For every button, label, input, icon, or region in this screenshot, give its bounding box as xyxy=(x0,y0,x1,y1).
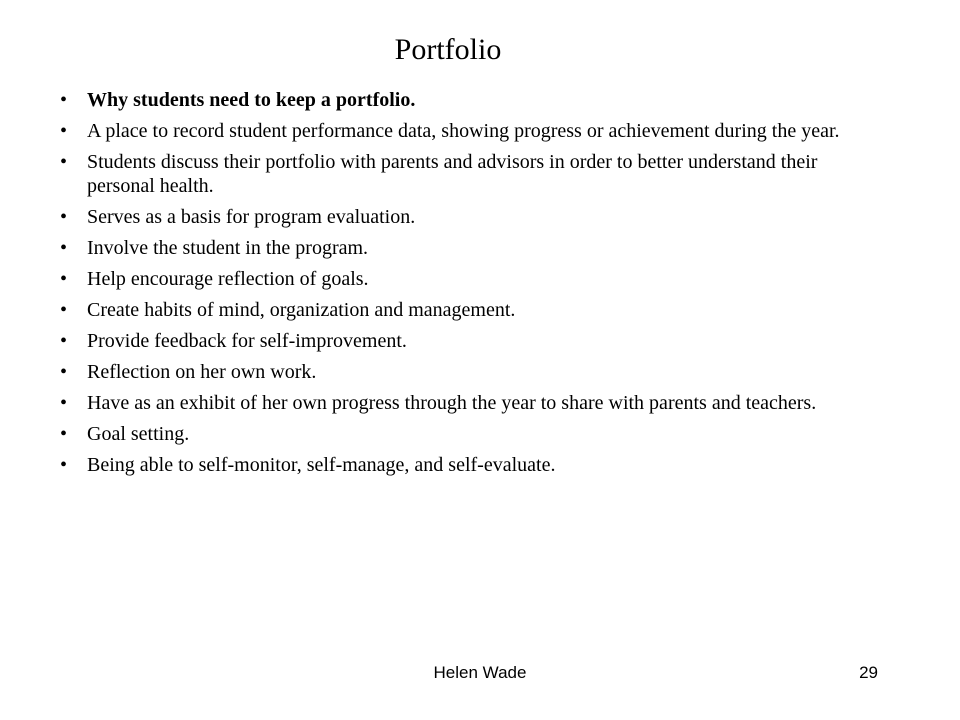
bullet-text: Provide feedback for self-improvement. xyxy=(87,330,407,352)
bullet-text: Involve the student in the program. xyxy=(87,237,369,259)
bullet-item xyxy=(60,205,890,229)
bullet-text: Goal setting. xyxy=(87,423,190,445)
bullet-item xyxy=(60,88,890,112)
bullet-text: Have as an exhibit of her own progress through the year to share with parents and teachers. xyxy=(87,392,817,414)
bullet-text: Create habits of mind, organization and management. xyxy=(87,299,516,321)
bullet-icon: • xyxy=(60,268,68,290)
bullet-icon: • xyxy=(60,151,68,173)
bullet-icon: • xyxy=(60,423,68,445)
bullet-icon: • xyxy=(60,330,68,352)
footer-author: Helen Wade xyxy=(433,663,527,682)
bullet-item xyxy=(60,329,890,353)
bullet-item xyxy=(60,422,890,446)
bullet-item xyxy=(60,236,890,260)
bullet-item xyxy=(60,298,890,322)
footer-page-number: 29 xyxy=(859,663,878,682)
bullet-item xyxy=(60,119,890,143)
bullet-item xyxy=(60,267,890,291)
bullet-icon: • xyxy=(60,361,68,383)
bullet-text: Students discuss their portfolio with parents and advisors in order to better understand their personal health. xyxy=(87,151,818,197)
bullet-icon: • xyxy=(60,392,68,414)
bullet-icon: • xyxy=(60,120,68,142)
bullet-list xyxy=(60,88,890,484)
bullet-icon: • xyxy=(60,237,68,259)
bullet-item xyxy=(60,453,890,477)
bullet-text: Why students need to keep a portfolio. xyxy=(87,89,416,111)
bullet-icon: • xyxy=(60,206,68,228)
bullet-text: Reflection on her own work. xyxy=(87,361,317,383)
bullet-icon: • xyxy=(60,89,68,111)
bullet-item xyxy=(60,391,890,415)
bullet-item xyxy=(60,360,890,384)
bullet-text: A place to record student performance data, showing progress or achievement during the year. xyxy=(87,120,840,142)
bullet-text: Serves as a basis for program evaluation. xyxy=(87,206,416,228)
bullet-text: Being able to self-monitor, self-manage, and self-evaluate. xyxy=(87,454,556,476)
slide-title: Portfolio xyxy=(394,33,502,66)
bullet-icon: • xyxy=(60,454,68,476)
bullet-item xyxy=(60,150,890,198)
bullet-text: Help encourage reflection of goals. xyxy=(87,268,369,290)
bullet-icon: • xyxy=(60,299,68,321)
